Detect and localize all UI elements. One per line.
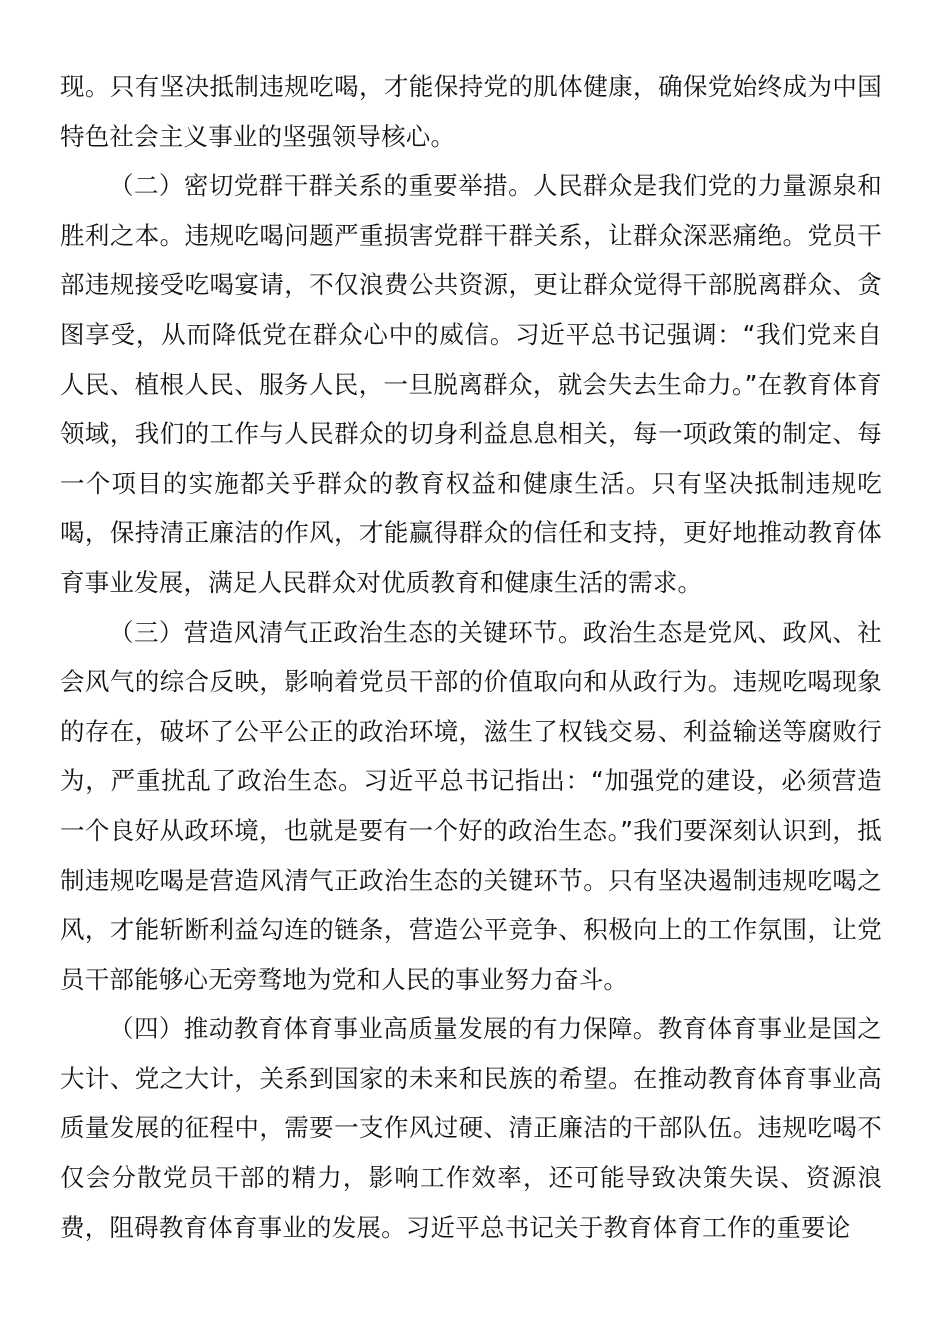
paragraph-section-2: （二）密切党群干群关系的重要举措。人民群众是我们党的力量源泉和胜利之本。违规吃喝问题严重损害党群干群关系，让群众深恶痛绝。党员干部违规接受吃喝宴请，不仅浪费公共资源，更让群众觉得干部脱离群众、贪图享受，从而降低党在群众心中的威信。习近平总书记强调：“我们党来自人民、植根人民、服务人民，一旦脱离群众，就会失去生命力。”在教育体育领域，我们的工作与人民群众的切身利益息息相关，每一项政策的制定、每一个项目的实施都关乎群众的教育权益和健康生活。只有坚决抵制违规吃喝，保持清正廉洁的作风，才能赢得群众的信任和支持，更好地推动教育体育事业发展，满足人民群众对优质教育和健康生活的需求。	[60, 171, 882, 597]
paragraph-section-3: （三）营造风清气正政治生态的关键环节。政治生态是党风、政风、社会风气的综合反映，影响着党员干部的价值取向和从政行为。违规吃喝现象的存在，破坏了公平公正的政治环境，滋生了权钱交易、利益输送等腐败行为，严重扰乱了政治生态。习近平总书记指出：“加强党的建设，必须营造一个良好从政环境，也就是要有一个好的政治生态。”我们要深刻认识到，抵制违规吃喝是营造风清气正政治生态的关键环节。只有坚决遏制违规吃喝之风，才能斩断利益勾连的链条，营造公平竞争、积极向上的工作氛围，让党员干部能够心无旁骛地为党和人民的事业努力奋斗。	[60, 617, 882, 994]
paragraph-continuation: 现。只有坚决抵制违规吃喝，才能保持党的肌体健康，确保党始终成为中国特色社会主义事业的坚强领导核心。	[60, 72, 882, 151]
paragraph-section-4: （四）推动教育体育事业高质量发展的有力保障。教育体育事业是国之大计、党之大计，关系到国家的未来和民族的希望。在推动教育体育事业高质量发展的征程中，需要一支作风过硬、清正廉洁的干部队伍。违规吃喝不仅会分散党员干部的精力，影响工作效率，还可能导致决策失误、资源浪费，阻碍教育体育事业的发展。习近平总书记关于教育体育工作的重要论	[60, 1014, 882, 1242]
